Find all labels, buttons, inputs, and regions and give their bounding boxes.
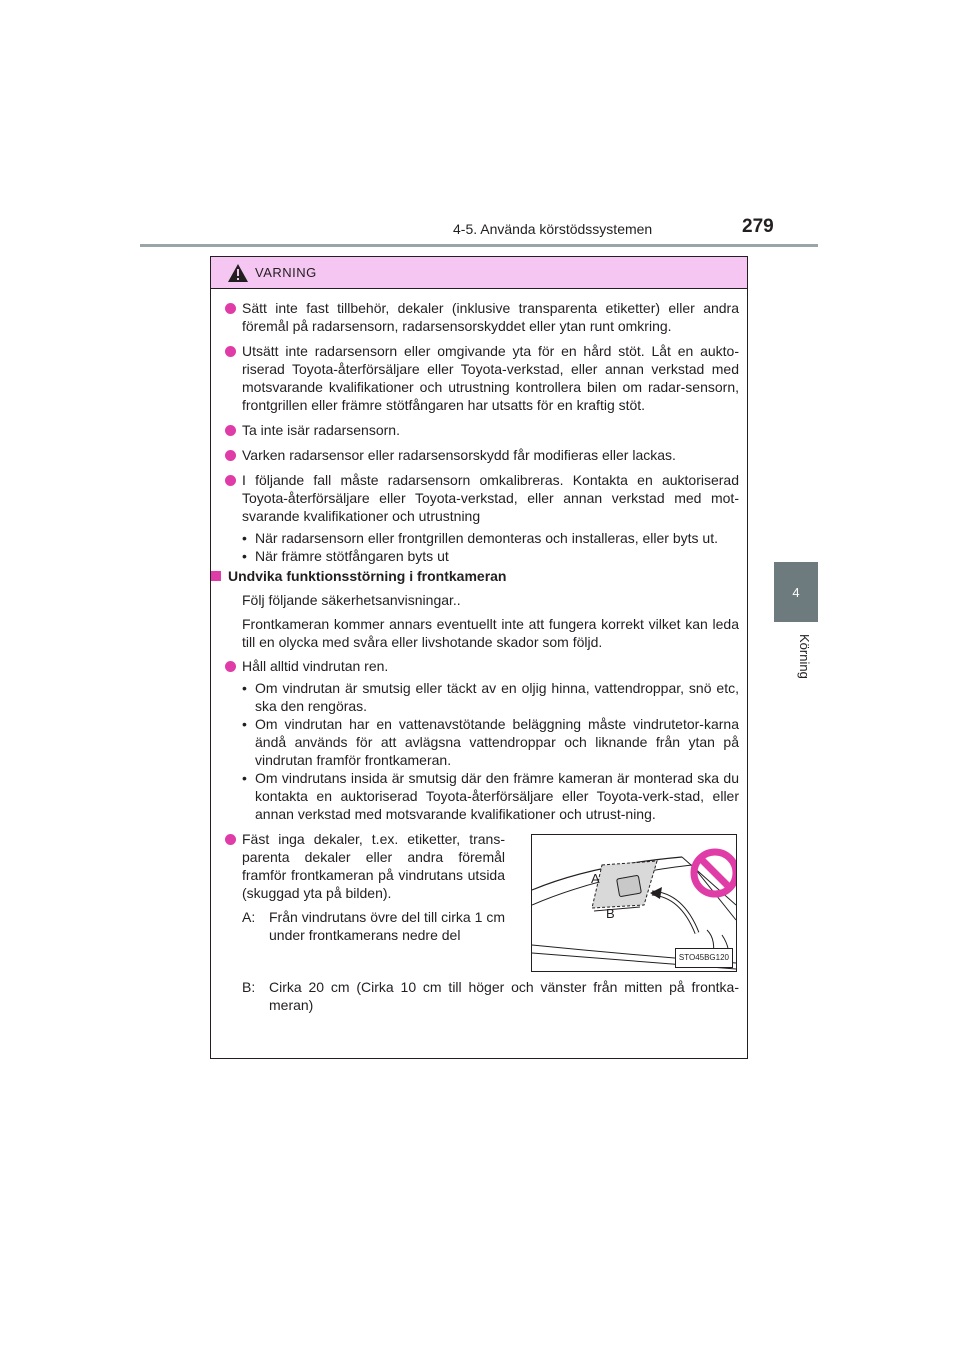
list-item: Varken radarsensor eller radarsensorskydd får modifieras eller lackas. bbox=[225, 446, 739, 464]
bullet-dot-icon bbox=[225, 346, 236, 357]
list-item: Utsätt inte radarsensorn eller omgivande yta för en hård stöt. Låt en aukto-riserad Toyota-återförsäljare eller Toyota-verkstad, eller annan verkstad med motsvarande kvalifikationer och utrustning kontrollera bilen om radar-sensorn, frontgrillen eller främre stötfångaren har utsatts för en kraftig stöt. bbox=[225, 342, 739, 414]
sticker-section bbox=[225, 830, 739, 972]
chapter-title: Körning bbox=[797, 634, 812, 679]
figure-code: STO45BG120 bbox=[675, 948, 733, 968]
figure-label-a: A bbox=[591, 871, 600, 886]
square-bullet-icon bbox=[211, 571, 221, 581]
sub-list-item: • Om vindrutan är smutsig eller täckt av en oljig hinna, vattendroppar, snö etc, ska den rengöras. bbox=[242, 680, 739, 714]
bullet-dot-icon bbox=[225, 303, 236, 314]
bullet-dot-icon bbox=[225, 834, 236, 845]
list-item: Ta inte isär radarsensorn. bbox=[225, 421, 739, 439]
consequence-text: Frontkameran kommer annars eventuellt inte att fungera korrekt vilket kan leda till en olycka med svåra eller livshotande skador som följd. bbox=[242, 616, 739, 650]
page-number: 279 bbox=[742, 216, 774, 237]
warning-triangle-icon bbox=[227, 263, 249, 283]
bullet-dot-icon bbox=[225, 450, 236, 461]
windshield-figure bbox=[531, 834, 737, 972]
bullet-dot-icon bbox=[225, 425, 236, 436]
bullet-dot-icon bbox=[225, 661, 236, 672]
warning-title: VARNING bbox=[255, 265, 317, 280]
sub-list-item: • Om vindrutan har en vattenavstötande beläggning måste vindrutetor-karna ändå används för att avlägsna vattendroppar och liknande från ytan på vindrutan framför frontkameran. bbox=[242, 716, 739, 768]
chapter-number: 4 bbox=[792, 584, 800, 600]
intro-text: Följ följande säkerhetsanvisningar.. bbox=[242, 592, 461, 608]
chapter-tab bbox=[774, 562, 818, 622]
list-item: I följande fall måste radarsensorn omkalibreras. Kontakta en auktoriserad Toyota-återförsäljare eller Toyota-verkstad, eller annan verkstad med mot-svarande kvalifikationer och utrustning bbox=[225, 471, 739, 525]
figure-label-b: B bbox=[606, 906, 615, 921]
label-b-definition: B: Cirka 20 cm (Cirka 10 cm till höger och vänster från mitten på frontka-meran) bbox=[242, 979, 739, 1013]
sub-list-item: • När radarsensorn eller frontgrillen demonteras och installeras, eller byts ut. bbox=[242, 530, 718, 546]
warning-header bbox=[211, 257, 747, 289]
list-item: Håll alltid vindrutan ren. bbox=[225, 657, 739, 675]
sub-list-item: • Om vindrutans insida är smutsig där den främre kameran är monterad ska du kontakta en auktoriserad Toyota-återförsäljare eller Toyota-verk-stad, eller annan verkstad med motsvarande kvalifikationer och utrust-ning. bbox=[242, 770, 739, 822]
sub-list-item: • När främre stötfångaren byts ut bbox=[242, 548, 449, 564]
bullet-dot-icon bbox=[225, 475, 236, 486]
header-rule bbox=[140, 244, 818, 247]
warning-box bbox=[210, 256, 748, 1059]
header-section-title: 4-5. Använda körstödssystemen bbox=[453, 221, 653, 237]
label-a-definition: A: Från vindrutans övre del till cirka 1 cm under frontkamerans nedre del bbox=[242, 909, 505, 943]
list-item: Sätt inte fast tillbehör, dekaler (inklusive transparenta etiketter) eller andra föremål på radarsensorn, radarsensorskyddet eller ytan runt omkring. bbox=[225, 299, 739, 335]
sticker-text-column bbox=[225, 830, 505, 972]
subheading: Undvika funktionsstörning i frontkameran bbox=[211, 567, 739, 585]
warning-content bbox=[211, 289, 747, 1014]
list-item: Fäst inga dekaler, t.ex. etiketter, trans-parenta dekaler eller andra föremål framför frontkameran på vindrutans utsida (skuggad yta på bilden). bbox=[225, 830, 505, 902]
